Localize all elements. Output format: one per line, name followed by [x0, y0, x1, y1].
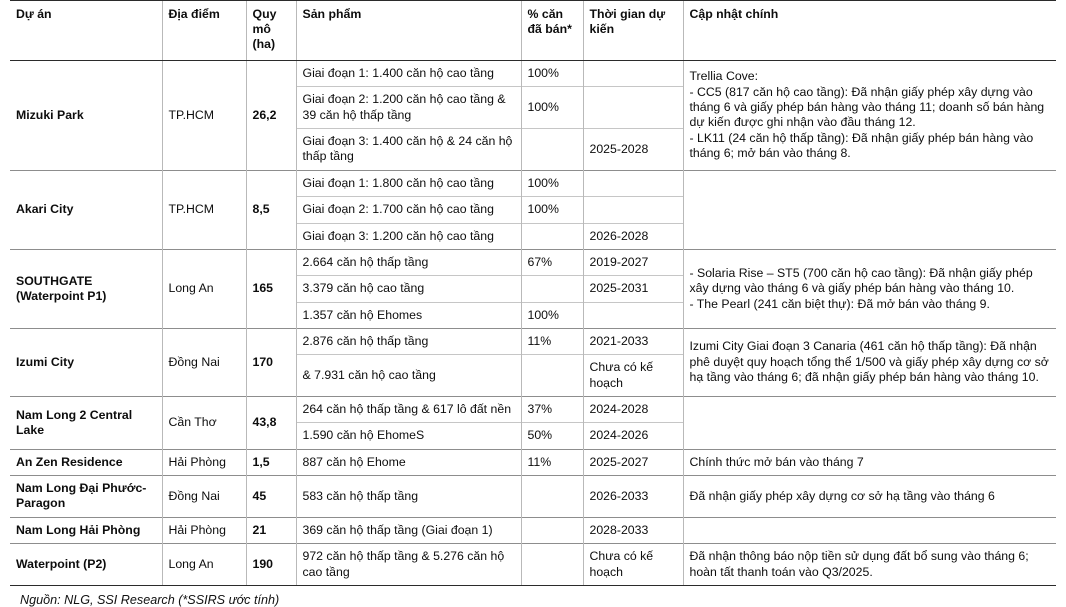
cell-sold-percent: 100%: [521, 302, 583, 328]
table-row: [10, 449, 1056, 475]
cell-timeline: 2025-2027: [583, 449, 683, 475]
cell-timeline: 2024-2026: [583, 423, 683, 449]
cell-key-update: [683, 170, 1056, 249]
column-header-project: Dự án: [10, 1, 162, 61]
cell-project: Izumi City: [10, 328, 162, 396]
table-row: [10, 328, 1056, 354]
update-line: Đã nhận thông báo nộp tiền sử dụng đất bổ sung vào tháng 6; hoàn tất thanh toán vào Q3/2025.: [689, 549, 1029, 579]
update-line: Izumi City Giai đoạn 3 Canaria (461 căn hộ thấp tầng): Đã nhận phê duyệt quy hoạch tổng thể 1/500 và giấy phép xây dựng cơ sở hạ tầng vào tháng 6; đã nhận giấy phép bán hàng vào tháng 10.: [689, 339, 1049, 385]
update-line: Chính thức mở bán vào tháng 7: [689, 454, 864, 469]
cell-scale: 190: [246, 544, 296, 586]
table-row: [10, 544, 1056, 586]
source-note: Nguồn: NLG, SSI Research (*SSIRS ước tính): [20, 592, 280, 607]
cell-key-update: [683, 544, 1056, 586]
cell-scale: 165: [246, 249, 296, 328]
cell-project: SOUTHGATE (Waterpoint P1): [10, 249, 162, 328]
cell-scale: 170: [246, 328, 296, 396]
cell-sold-percent: 100%: [521, 61, 583, 87]
cell-scale: 26,2: [246, 61, 296, 171]
cell-project: Nam Long Đại Phước- Paragon: [10, 476, 162, 518]
cell-key-update: [683, 476, 1056, 518]
table-header: [10, 1, 1056, 61]
cell-sold-percent: 11%: [521, 449, 583, 475]
cell-timeline: Chưa có kế hoạch: [583, 544, 683, 586]
cell-sold-percent: [521, 476, 583, 518]
cell-timeline: 2028-2033: [583, 517, 683, 543]
cell-project: Akari City: [10, 170, 162, 249]
table-row: [10, 170, 1056, 196]
cell-sold-percent: 50%: [521, 423, 583, 449]
cell-timeline: [583, 61, 683, 87]
cell-sold-percent: [521, 517, 583, 543]
cell-project: Nam Long Hải Phòng: [10, 517, 162, 543]
cell-sold-percent: [521, 276, 583, 302]
cell-scale: 43,8: [246, 397, 296, 450]
cell-scale: 1,5: [246, 449, 296, 475]
cell-scale: 21: [246, 517, 296, 543]
update-line: Đã nhận giấy phép xây dựng cơ sở hạ tầng vào tháng 6: [689, 488, 995, 503]
cell-timeline: 2026-2028: [583, 223, 683, 249]
cell-product: Giai đoạn 2: 1.200 căn hộ cao tầng & 39 căn hộ thấp tầng: [296, 87, 521, 129]
cell-location: Đồng Nai: [162, 328, 246, 396]
cell-sold-percent: 37%: [521, 397, 583, 423]
cell-scale: 45: [246, 476, 296, 518]
cell-product: Giai đoạn 2: 1.700 căn hộ cao tầng: [296, 197, 521, 223]
update-line: - CC5 (817 căn hộ cao tầng): Đã nhận giấy phép xây dựng vào tháng 6 và giấy phép bán hàng vào tháng 11; doanh số bán hàng dự kiến được ghi nhận vào đầu tháng 12.: [689, 84, 1045, 130]
cell-timeline: [583, 197, 683, 223]
table-row: [10, 397, 1056, 423]
update-line: - Solaria Rise – ST5 (700 căn hộ cao tầng): Đã nhận giấy phép xây dựng vào tháng 6 và giấy phép bán hàng vào tháng 10.: [689, 265, 1033, 296]
cell-key-update: [683, 249, 1056, 328]
cell-sold-percent: [521, 223, 583, 249]
cell-sold-percent: 100%: [521, 170, 583, 196]
cell-product: 1.590 căn hộ EhomeS: [296, 423, 521, 449]
cell-product: 887 căn hộ Ehome: [296, 449, 521, 475]
cell-product: Giai đoạn 1: 1.400 căn hộ cao tầng: [296, 61, 521, 87]
cell-product: 3.379 căn hộ cao tầng: [296, 276, 521, 302]
column-header-location: Địa điểm: [162, 1, 246, 61]
cell-sold-percent: [521, 129, 583, 171]
cell-product: Giai đoạn 3: 1.200 căn hộ cao tầng: [296, 223, 521, 249]
cell-location: Cần Thơ: [162, 397, 246, 450]
cell-key-update: [683, 397, 1056, 450]
cell-location: TP.HCM: [162, 61, 246, 171]
project-pipeline-table: [10, 0, 1056, 586]
cell-product: Giai đoạn 1: 1.800 căn hộ cao tầng: [296, 170, 521, 196]
column-header-key-update: Cập nhật chính: [683, 1, 1056, 61]
update-line: - The Pearl (241 căn biệt thự): Đã mở bán vào tháng 9.: [689, 296, 990, 311]
table-row: [10, 249, 1056, 275]
update-line: Trellia Cove:: [689, 69, 759, 84]
cell-project: Waterpoint (P2): [10, 544, 162, 586]
column-header-scale: Quy mô (ha): [246, 1, 296, 61]
cell-product: 972 căn hộ thấp tầng & 5.276 căn hộ cao tầng: [296, 544, 521, 586]
cell-product: 264 căn hộ thấp tầng & 617 lô đất nền: [296, 397, 521, 423]
cell-key-update: [683, 449, 1056, 475]
cell-product: 2.876 căn hộ thấp tầng: [296, 328, 521, 354]
table-row: [10, 476, 1056, 518]
cell-sold-percent: 100%: [521, 197, 583, 223]
cell-timeline: [583, 87, 683, 129]
cell-sold-percent: 100%: [521, 87, 583, 129]
cell-product: 369 căn hộ thấp tầng (Giai đoạn 1): [296, 517, 521, 543]
cell-location: Đồng Nai: [162, 476, 246, 518]
column-header-timeline: Thời gian dự kiến: [583, 1, 683, 61]
cell-location: TP.HCM: [162, 170, 246, 249]
cell-product: & 7.931 căn hộ cao tầng: [296, 355, 521, 397]
cell-product: 2.664 căn hộ thấp tầng: [296, 249, 521, 275]
cell-location: Hải Phòng: [162, 517, 246, 543]
cell-location: Long An: [162, 249, 246, 328]
cell-product: Giai đoạn 3: 1.400 căn hộ & 24 căn hộ thấp tầng: [296, 129, 521, 171]
cell-key-update: [683, 328, 1056, 396]
cell-sold-percent: [521, 355, 583, 397]
column-header-sold-pct: % căn đã bán*: [521, 1, 583, 61]
table-body: [10, 61, 1056, 586]
cell-location: Hải Phòng: [162, 449, 246, 475]
cell-product: 583 căn hộ thấp tầng: [296, 476, 521, 518]
cell-timeline: 2019-2027: [583, 249, 683, 275]
table-row: [10, 61, 1056, 87]
cell-timeline: 2026-2033: [583, 476, 683, 518]
cell-project: Mizuki Park: [10, 61, 162, 171]
column-header-product: Sản phẩm: [296, 1, 521, 61]
cell-key-update: [683, 517, 1056, 543]
cell-timeline: 2021-2033: [583, 328, 683, 354]
table-row: [10, 517, 1056, 543]
cell-sold-percent: 11%: [521, 328, 583, 354]
header-row: [10, 1, 1056, 61]
cell-timeline: Chưa có kế hoạch: [583, 355, 683, 397]
cell-project: An Zen Residence: [10, 449, 162, 475]
cell-timeline: [583, 302, 683, 328]
cell-timeline: [583, 170, 683, 196]
cell-sold-percent: [521, 544, 583, 586]
cell-timeline: 2025-2028: [583, 129, 683, 171]
cell-sold-percent: 67%: [521, 249, 583, 275]
update-line: - LK11 (24 căn hộ thấp tầng): Đã nhận giấy phép bán hàng vào tháng 6; mở bán vào tháng 8.: [689, 130, 1034, 161]
cell-timeline: 2025-2031: [583, 276, 683, 302]
cell-product: 1.357 căn hộ Ehomes: [296, 302, 521, 328]
cell-key-update: [683, 61, 1056, 171]
cell-scale: 8,5: [246, 170, 296, 249]
cell-timeline: 2024-2028: [583, 397, 683, 423]
cell-location: Long An: [162, 544, 246, 586]
cell-project: Nam Long 2 Central Lake: [10, 397, 162, 450]
